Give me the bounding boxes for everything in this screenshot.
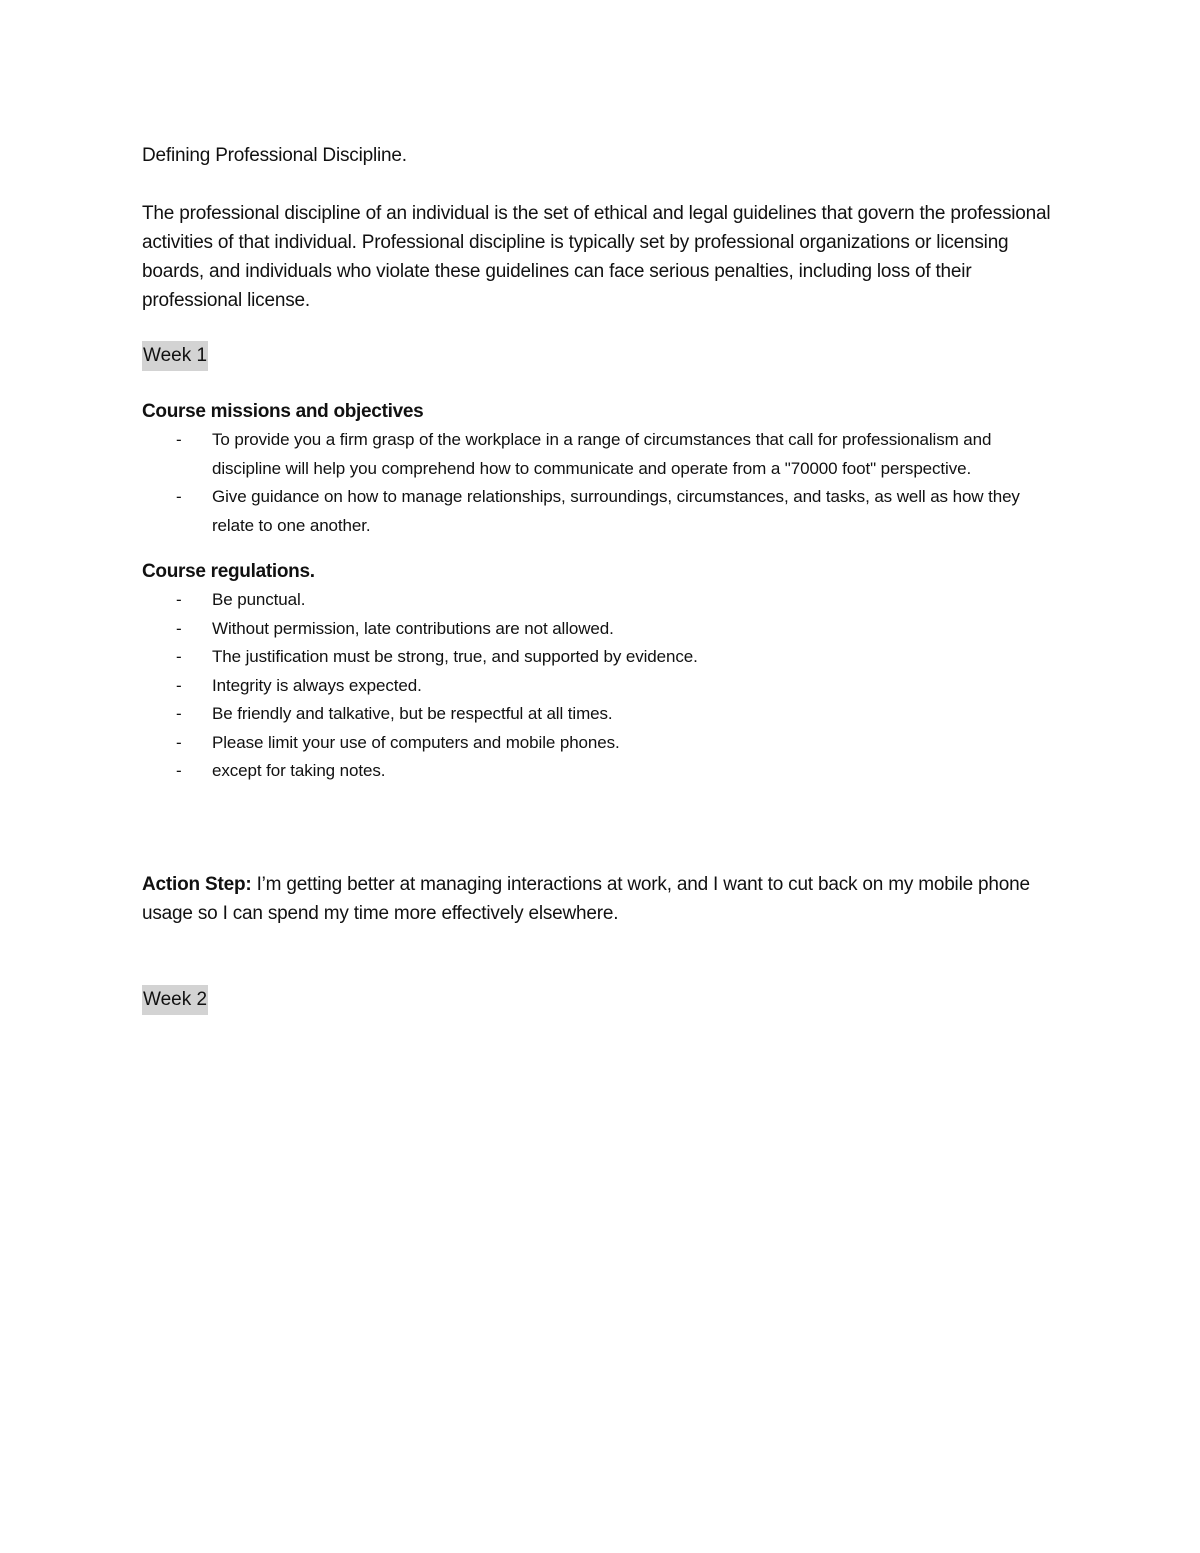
list-item-text: Give guidance on how to manage relationships, surroundings, circumstances, and tasks, as well as how they relate to one another. xyxy=(212,487,1020,535)
intro-paragraph: The professional discipline of an individual is the set of ethical and legal guidelines that govern the professional activities of that individual. Professional discipline is typically set by professional organizations or licensing boards, and individuals who violate these guidelines can face serious penalties, including loss of their professional license. xyxy=(142,203,1051,311)
document-title: Defining Professional Discipline. xyxy=(142,145,407,166)
regulations-list xyxy=(142,586,1062,786)
list-item xyxy=(142,729,1062,758)
dash-bullet: - xyxy=(176,618,182,638)
dash-bullet: - xyxy=(176,761,182,780)
week-1-heading-row xyxy=(142,341,1062,373)
document-content xyxy=(142,142,1062,1017)
action-step-paragraph xyxy=(142,870,1062,929)
regulations-heading: Course regulations. xyxy=(142,561,315,582)
list-item xyxy=(142,757,1062,786)
list-item-text: Integrity is always expected. xyxy=(212,675,422,695)
dash-bullet: - xyxy=(176,487,182,506)
missions-list xyxy=(142,426,1062,540)
list-item xyxy=(142,643,1062,672)
dash-bullet: - xyxy=(176,732,182,752)
week-2-heading-row xyxy=(142,985,1062,1017)
list-item-text: Please limit your use of computers and mobile phones. xyxy=(212,732,620,752)
list-item xyxy=(142,615,1062,644)
list-item-text: The justification must be strong, true, and supported by evidence. xyxy=(212,647,698,666)
list-item-text: Be punctual. xyxy=(212,590,306,609)
week-2-heading: Week 2 xyxy=(142,985,208,1015)
dash-bullet: - xyxy=(176,430,182,449)
list-item xyxy=(142,586,1062,615)
missions-heading: Course missions and objectives xyxy=(142,401,424,422)
list-item-text: except for taking notes. xyxy=(212,761,386,780)
list-item xyxy=(142,672,1062,701)
action-step-text: I’m getting better at managing interactions at work, and I want to cut back on my mobile phone usage so I can spend my time more effectively elsewhere. xyxy=(142,873,1030,924)
dash-bullet: - xyxy=(176,647,182,666)
list-item xyxy=(142,700,1062,729)
list-item-text: Be friendly and talkative, but be respectful at all times. xyxy=(212,704,613,723)
action-step-label: Action Step: xyxy=(142,873,252,895)
list-item xyxy=(142,426,1062,483)
list-item-text: Without permission, late contributions are not allowed. xyxy=(212,618,614,638)
dash-bullet: - xyxy=(176,704,182,723)
list-item xyxy=(142,483,1062,540)
dash-bullet: - xyxy=(176,675,182,695)
week-1-heading: Week 1 xyxy=(142,341,208,371)
dash-bullet: - xyxy=(176,590,182,609)
list-item-text: To provide you a firm grasp of the workplace in a range of circumstances that call for professionalism and discipline will help you comprehend how to communicate and operate from a "70000 foot" perspective. xyxy=(212,430,992,478)
